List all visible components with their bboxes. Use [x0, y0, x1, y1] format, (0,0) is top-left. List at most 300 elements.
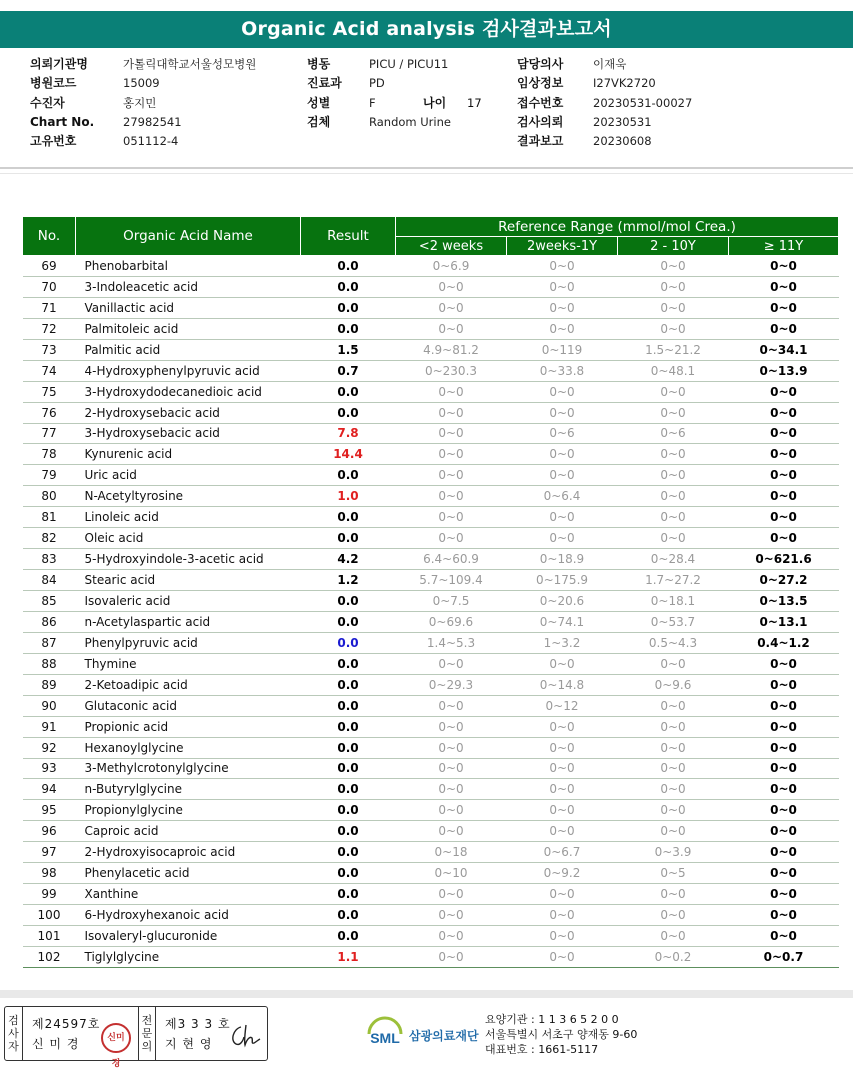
result-value: 0.0 [301, 926, 396, 947]
range-under-2-weeks: 0~0 [396, 716, 507, 737]
row-number: 88 [23, 653, 76, 674]
sml-logo [365, 1016, 485, 1052]
range-2weeks-1y: 0~0 [507, 800, 618, 821]
result-value: 0.0 [301, 863, 396, 884]
range-11y-plus: 0~0 [729, 716, 839, 737]
range-11y-plus: 0~0 [729, 465, 839, 486]
info-row [30, 55, 256, 74]
table-row [23, 381, 839, 402]
range-under-2-weeks: 0~0 [396, 653, 507, 674]
range-2weeks-1y: 0~0 [507, 884, 618, 905]
range-11y-plus: 0~0 [729, 276, 839, 297]
range-11y-plus: 0~0 [729, 779, 839, 800]
range-under-2-weeks: 0~0 [396, 779, 507, 800]
organic-acid-name: 2-Ketoadipic acid [76, 674, 301, 695]
info-label: 접수번호 [517, 95, 564, 110]
organic-acid-name: N-Acetyltyrosine [76, 486, 301, 507]
org-phone: 대표번호 : 1661-5117 [485, 1043, 599, 1056]
range-under-2-weeks: 5.7~109.4 [396, 570, 507, 591]
result-value: 0.0 [301, 318, 396, 339]
result-value: 0.7 [301, 360, 396, 381]
header-result: Result [301, 217, 396, 256]
range-under-2-weeks: 0~29.3 [396, 674, 507, 695]
row-number: 102 [23, 946, 76, 967]
organic-acid-name: 3-Indoleacetic acid [76, 276, 301, 297]
row-number: 91 [23, 716, 76, 737]
organic-acid-name: Propionic acid [76, 716, 301, 737]
organic-acid-name: Kynurenic acid [76, 444, 301, 465]
range-2-10y: 0~48.1 [618, 360, 729, 381]
row-number: 85 [23, 591, 76, 612]
info-value: 051112-4 [123, 134, 179, 149]
organic-acid-name: Phenylpyruvic acid [76, 632, 301, 653]
range-2weeks-1y: 0~0 [507, 381, 618, 402]
row-number: 92 [23, 737, 76, 758]
info-value: 20230531 [593, 114, 652, 129]
table-row [23, 905, 839, 926]
range-2weeks-1y: 0~0 [507, 926, 618, 947]
range-2weeks-1y: 0~33.8 [507, 360, 618, 381]
organic-acid-name: Oleic acid [76, 528, 301, 549]
result-value: 1.0 [301, 486, 396, 507]
range-2weeks-1y: 0~9.2 [507, 863, 618, 884]
row-number: 76 [23, 402, 76, 423]
range-under-2-weeks: 0~0 [396, 800, 507, 821]
organic-acid-name: Uric acid [76, 465, 301, 486]
info-label: 수진자 [30, 95, 65, 110]
result-value: 0.0 [301, 674, 396, 695]
range-under-2-weeks: 4.9~81.2 [396, 339, 507, 360]
row-number: 96 [23, 821, 76, 842]
organic-acid-name: Linoleic acid [76, 507, 301, 528]
range-under-2-weeks: 0~0 [396, 884, 507, 905]
info-label: 성별 [307, 95, 331, 110]
organic-acid-name: 3-Hydroxysebacic acid [76, 423, 301, 444]
info-label: 병동 [307, 57, 331, 71]
range-2-10y: 1.7~27.2 [618, 570, 729, 591]
range-11y-plus: 0~0.7 [729, 946, 839, 967]
info-row [307, 94, 482, 113]
range-11y-plus: 0~0 [729, 842, 839, 863]
result-value: 0.0 [301, 800, 396, 821]
range-2-10y: 0~0 [618, 381, 729, 402]
range-2weeks-1y: 0~20.6 [507, 591, 618, 612]
range-2weeks-1y: 0~0 [507, 402, 618, 423]
row-number: 98 [23, 863, 76, 884]
range-11y-plus: 0~0 [729, 381, 839, 402]
organic-acid-name: Hexanoylglycine [76, 737, 301, 758]
range-2weeks-1y: 0~0 [507, 465, 618, 486]
range-11y-plus: 0~0 [729, 444, 839, 465]
info-label: 의뢰기관명 [30, 57, 88, 71]
range-2weeks-1y: 0~0 [507, 821, 618, 842]
organic-acid-name: Palmitoleic acid [76, 318, 301, 339]
organic-acid-name: 3-Methylcrotonylglycine [76, 758, 301, 779]
row-number: 71 [23, 297, 76, 318]
range-2weeks-1y: 0~6.7 [507, 842, 618, 863]
range-2weeks-1y: 0~6.4 [507, 486, 618, 507]
sml-logo-mark: SML [370, 1030, 400, 1046]
table-row [23, 402, 839, 423]
range-11y-plus: 0~13.9 [729, 360, 839, 381]
info-value: 20230608 [593, 134, 652, 149]
patient-info-column-1 [30, 55, 256, 151]
result-value: 0.0 [301, 465, 396, 486]
range-2-10y: 0~9.6 [618, 674, 729, 695]
row-number: 87 [23, 632, 76, 653]
range-under-2-weeks: 0~0 [396, 297, 507, 318]
range-under-2-weeks: 0~0 [396, 758, 507, 779]
range-under-2-weeks: 0~0 [396, 444, 507, 465]
info-value: F [369, 95, 376, 110]
range-under-2-weeks: 0~0 [396, 402, 507, 423]
row-number: 77 [23, 423, 76, 444]
patient-info-column-2 [307, 55, 482, 132]
range-2-10y: 0~0 [618, 444, 729, 465]
organic-acid-name: 5-Hydroxyindole-3-acetic acid [76, 549, 301, 570]
result-value: 0.0 [301, 821, 396, 842]
header-range-2-10y: 2 - 10Y [618, 237, 729, 256]
range-2-10y: 0~0 [618, 905, 729, 926]
row-number: 83 [23, 549, 76, 570]
range-11y-plus: 0.4~1.2 [729, 632, 839, 653]
table-row [23, 695, 839, 716]
range-11y-plus: 0~0 [729, 402, 839, 423]
organic-acid-name: 2-Hydroxyisocaproic acid [76, 842, 301, 863]
examiner-label: 검 사 자 [5, 1007, 23, 1060]
org-code: 요양기관 : 1 1 3 6 5 2 0 0 [485, 1013, 619, 1026]
result-value: 0.0 [301, 779, 396, 800]
report-title: Organic Acid analysis 검사결과보고서 [0, 11, 853, 48]
info-row [517, 94, 692, 113]
info-value: 이재욱 [593, 57, 627, 71]
range-11y-plus: 0~0 [729, 863, 839, 884]
row-number: 101 [23, 926, 76, 947]
row-number: 75 [23, 381, 76, 402]
range-2-10y: 0~0 [618, 758, 729, 779]
signature-box [4, 1006, 268, 1069]
result-value: 0.0 [301, 402, 396, 423]
result-value: 1.1 [301, 946, 396, 967]
result-value: 0.0 [301, 737, 396, 758]
info-value: PD [369, 76, 385, 91]
specialist-license: 제3 3 3 호 [165, 1017, 231, 1031]
header-range-11y-plus: ≥ 11Y [729, 237, 839, 256]
range-2-10y: 0~0 [618, 402, 729, 423]
range-2-10y: 0~0 [618, 318, 729, 339]
result-value: 0.0 [301, 256, 396, 277]
result-value: 0.0 [301, 591, 396, 612]
range-under-2-weeks: 0~0 [396, 821, 507, 842]
row-number: 99 [23, 884, 76, 905]
row-number: 72 [23, 318, 76, 339]
info-row [517, 113, 692, 132]
result-value: 0.0 [301, 716, 396, 737]
row-number: 100 [23, 905, 76, 926]
range-2-10y: 0~0 [618, 653, 729, 674]
range-11y-plus: 0~0 [729, 318, 839, 339]
range-2-10y: 0~0 [618, 716, 729, 737]
range-11y-plus: 0~0 [729, 926, 839, 947]
result-value: 14.4 [301, 444, 396, 465]
table-row [23, 549, 839, 570]
row-number: 86 [23, 611, 76, 632]
range-11y-plus: 0~0 [729, 528, 839, 549]
organic-acid-name: Palmitic acid [76, 339, 301, 360]
result-value: 0.0 [301, 905, 396, 926]
range-2weeks-1y: 0~12 [507, 695, 618, 716]
organic-acid-name: Isovaleric acid [76, 591, 301, 612]
range-2weeks-1y: 0~0 [507, 297, 618, 318]
range-2weeks-1y: 0~0 [507, 444, 618, 465]
specialist-label: 전 문 의 [138, 1007, 156, 1060]
range-2weeks-1y: 0~0 [507, 905, 618, 926]
range-2-10y: 0~0 [618, 297, 729, 318]
table-row [23, 674, 839, 695]
range-under-2-weeks: 0~0 [396, 318, 507, 339]
row-number: 70 [23, 276, 76, 297]
patient-info [0, 55, 853, 155]
table-row [23, 570, 839, 591]
range-2weeks-1y: 0~6 [507, 423, 618, 444]
row-number: 79 [23, 465, 76, 486]
range-2-10y: 0~18.1 [618, 591, 729, 612]
organic-acid-name: Propionylglycine [76, 800, 301, 821]
range-2weeks-1y: 0~119 [507, 339, 618, 360]
header-no: No. [23, 217, 76, 256]
range-11y-plus: 0~621.6 [729, 549, 839, 570]
info-label: 고유번호 [30, 134, 77, 149]
row-number: 81 [23, 507, 76, 528]
examiner-seal: 신미경 [101, 1023, 131, 1053]
examiner-name: 신 미 경 [32, 1037, 80, 1051]
range-2-10y: 0~0 [618, 926, 729, 947]
result-value: 0.0 [301, 381, 396, 402]
range-2-10y: 0~0 [618, 800, 729, 821]
table-row [23, 946, 839, 967]
range-11y-plus: 0~0 [729, 758, 839, 779]
row-number: 80 [23, 486, 76, 507]
examiner-license: 제24597호 [32, 1017, 101, 1031]
info-label: 결과보고 [517, 134, 564, 149]
range-11y-plus: 0~13.1 [729, 611, 839, 632]
row-number: 94 [23, 779, 76, 800]
signature-icon [227, 1021, 261, 1049]
range-under-2-weeks: 1.4~5.3 [396, 632, 507, 653]
range-under-2-weeks: 0~0 [396, 486, 507, 507]
table-row [23, 653, 839, 674]
range-under-2-weeks: 0~0 [396, 276, 507, 297]
result-value: 0.0 [301, 695, 396, 716]
row-number: 73 [23, 339, 76, 360]
divider [0, 173, 853, 174]
range-under-2-weeks: 0~0 [396, 507, 507, 528]
sml-logo-text: 삼광의료재단 [409, 1029, 479, 1043]
range-2weeks-1y: 0~175.9 [507, 570, 618, 591]
table-row [23, 423, 839, 444]
table-row [23, 842, 839, 863]
range-under-2-weeks: 0~0 [396, 381, 507, 402]
range-2weeks-1y: 0~0 [507, 256, 618, 277]
organic-acid-name: Phenobarbital [76, 256, 301, 277]
header-range-under-2-weeks: <2 weeks [396, 237, 507, 256]
range-2-10y: 0~0 [618, 737, 729, 758]
table-row [23, 528, 839, 549]
range-2-10y: 0~0 [618, 276, 729, 297]
range-2-10y: 0~6 [618, 423, 729, 444]
range-2-10y: 0~0 [618, 695, 729, 716]
row-number: 84 [23, 570, 76, 591]
range-under-2-weeks: 0~0 [396, 905, 507, 926]
result-value: 7.8 [301, 423, 396, 444]
footer-divider [0, 990, 853, 998]
organic-acid-name: 6-Hydroxyhexanoic acid [76, 905, 301, 926]
organic-acid-name: n-Acetylaspartic acid [76, 611, 301, 632]
range-2weeks-1y: 0~0 [507, 737, 618, 758]
range-2weeks-1y: 0~0 [507, 716, 618, 737]
results-body [23, 256, 839, 968]
range-under-2-weeks: 0~0 [396, 695, 507, 716]
info-row [517, 132, 692, 151]
row-number: 89 [23, 674, 76, 695]
range-11y-plus: 0~13.5 [729, 591, 839, 612]
row-number: 90 [23, 695, 76, 716]
table-row [23, 926, 839, 947]
organic-acid-name: Tiglylglycine [76, 946, 301, 967]
organic-acid-name: Stearic acid [76, 570, 301, 591]
range-under-2-weeks: 0~0 [396, 946, 507, 967]
result-value: 0.0 [301, 632, 396, 653]
info-row [307, 74, 451, 93]
result-value: 0.0 [301, 528, 396, 549]
table-row [23, 863, 839, 884]
table-row [23, 297, 839, 318]
organization-info [485, 1012, 637, 1057]
range-2weeks-1y: 0~0 [507, 946, 618, 967]
row-number: 93 [23, 758, 76, 779]
table-row [23, 884, 839, 905]
range-2-10y: 0~0 [618, 256, 729, 277]
range-11y-plus: 0~0 [729, 423, 839, 444]
range-2-10y: 0~0 [618, 884, 729, 905]
range-under-2-weeks: 0~18 [396, 842, 507, 863]
info-value: 홍지민 [123, 95, 157, 110]
range-11y-plus: 0~0 [729, 905, 839, 926]
org-address: 서울특별시 서초구 양재동 9-60 [485, 1028, 638, 1041]
info-label: 진료과 [307, 76, 342, 91]
table-row [23, 360, 839, 381]
header-reference-range: Reference Range (mmol/mol Crea.) [396, 217, 839, 237]
organic-acid-name: Xanthine [76, 884, 301, 905]
info-value: 15009 [123, 76, 160, 91]
range-2-10y: 0~0 [618, 465, 729, 486]
patient-info-column-3 [517, 55, 692, 151]
range-11y-plus: 0~0 [729, 256, 839, 277]
info-row [517, 74, 692, 93]
info-value: Random Urine [369, 114, 451, 129]
info-row [307, 55, 451, 74]
range-2-10y: 0~5 [618, 863, 729, 884]
range-2weeks-1y: 0~0 [507, 276, 618, 297]
range-2-10y: 0.5~4.3 [618, 632, 729, 653]
range-2-10y: 0~0 [618, 779, 729, 800]
info-label: 검체 [307, 114, 331, 129]
table-row [23, 486, 839, 507]
organic-acid-name: n-Butyrylglycine [76, 779, 301, 800]
range-under-2-weeks: 6.4~60.9 [396, 549, 507, 570]
table-row [23, 318, 839, 339]
range-2weeks-1y: 1~3.2 [507, 632, 618, 653]
table-row [23, 507, 839, 528]
range-under-2-weeks: 0~230.3 [396, 360, 507, 381]
range-under-2-weeks: 0~0 [396, 528, 507, 549]
info-value: I27VK2720 [593, 76, 656, 91]
table-row [23, 716, 839, 737]
info-label: 검사의뢰 [517, 114, 564, 129]
age-value: 17 [467, 95, 482, 110]
range-2-10y: 0~0 [618, 821, 729, 842]
organic-acid-name: 2-Hydroxysebacic acid [76, 402, 301, 423]
row-number: 69 [23, 256, 76, 277]
header-name: Organic Acid Name [76, 217, 301, 256]
range-2-10y: 0~0 [618, 528, 729, 549]
range-2-10y: 0~3.9 [618, 842, 729, 863]
range-2weeks-1y: 0~74.1 [507, 611, 618, 632]
result-value: 0.0 [301, 611, 396, 632]
table-row [23, 800, 839, 821]
info-row [30, 132, 256, 151]
range-11y-plus: 0~0 [729, 507, 839, 528]
row-number: 78 [23, 444, 76, 465]
range-2weeks-1y: 0~14.8 [507, 674, 618, 695]
organic-acid-name: Glutaconic acid [76, 695, 301, 716]
organic-acid-name: Vanillactic acid [76, 297, 301, 318]
info-label: 병원코드 [30, 76, 77, 91]
result-value: 0.0 [301, 507, 396, 528]
info-value: 27982541 [123, 114, 182, 129]
info-value: 20230531-00027 [593, 95, 693, 110]
range-2weeks-1y: 0~0 [507, 653, 618, 674]
result-value: 0.0 [301, 297, 396, 318]
range-11y-plus: 0~0 [729, 653, 839, 674]
divider [0, 167, 853, 169]
table-row [23, 256, 839, 277]
table-row [23, 779, 839, 800]
table-row [23, 465, 839, 486]
row-number: 74 [23, 360, 76, 381]
table-row [23, 339, 839, 360]
table-row [23, 611, 839, 632]
organic-acid-name: Phenylacetic acid [76, 863, 301, 884]
range-11y-plus: 0~34.1 [729, 339, 839, 360]
range-11y-plus: 0~0 [729, 674, 839, 695]
range-2-10y: 1.5~21.2 [618, 339, 729, 360]
range-11y-plus: 0~0 [729, 821, 839, 842]
range-11y-plus: 0~0 [729, 737, 839, 758]
range-11y-plus: 0~0 [729, 695, 839, 716]
info-value: PICU / PICU11 [369, 57, 449, 71]
result-value: 1.5 [301, 339, 396, 360]
range-2-10y: 0~28.4 [618, 549, 729, 570]
organic-acid-name: Isovaleryl-glucuronide [76, 926, 301, 947]
result-value: 4.2 [301, 549, 396, 570]
table-row [23, 632, 839, 653]
row-number: 97 [23, 842, 76, 863]
range-2weeks-1y: 0~0 [507, 758, 618, 779]
range-11y-plus: 0~0 [729, 884, 839, 905]
results-table [22, 216, 839, 968]
range-under-2-weeks: 0~0 [396, 423, 507, 444]
